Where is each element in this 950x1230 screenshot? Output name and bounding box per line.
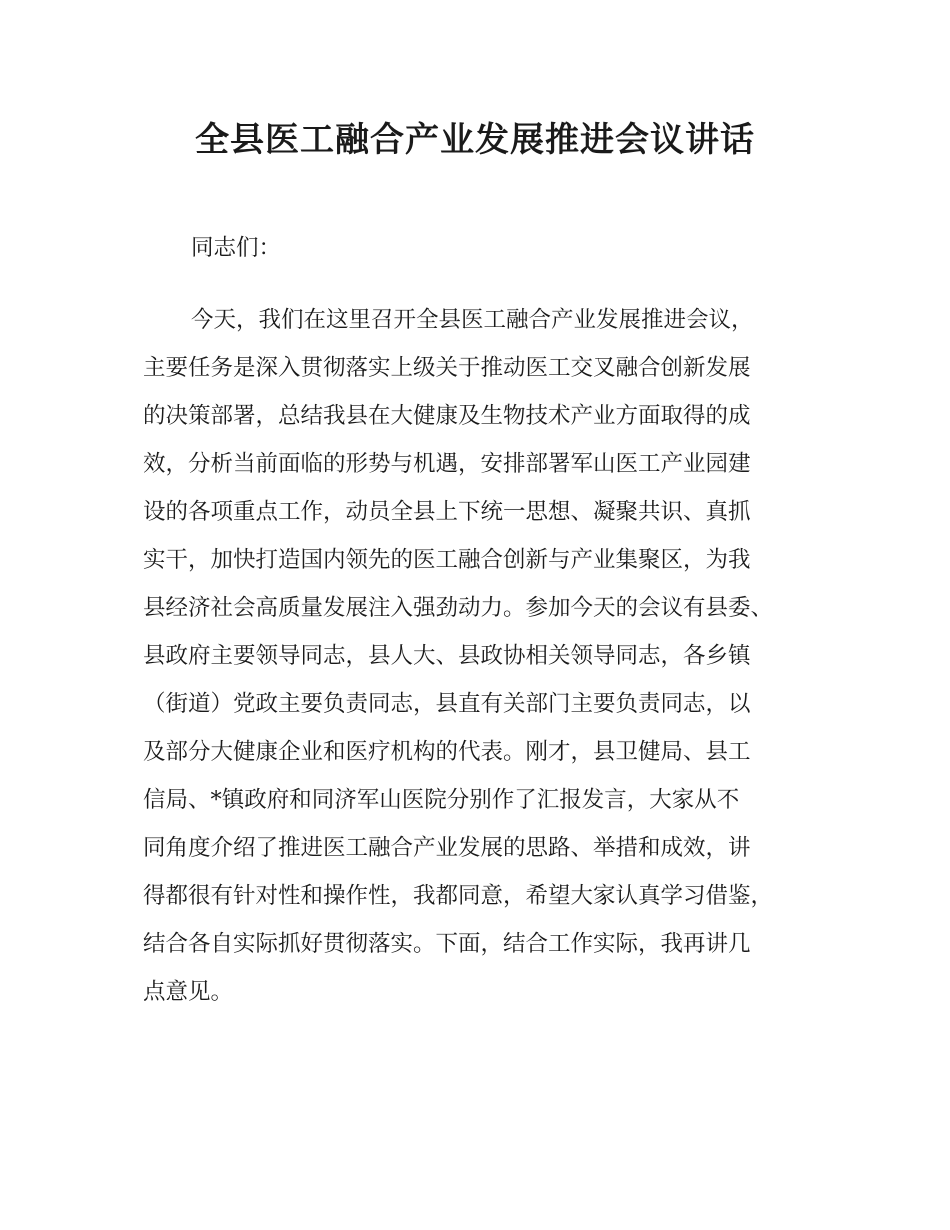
document-body [143, 224, 833, 1016]
paragraph-line: 信局、*镇政府和同济军山医院分别作了汇报发言，大家从不 [143, 787, 740, 813]
paragraph-line: 今天，我们在这里召开全县医工融合产业发展推进会议， [191, 307, 754, 333]
paragraph-gap [143, 272, 833, 296]
paragraph-line: 得都很有针对性和操作性，我都同意，希望大家认真学习借鉴， [143, 883, 774, 909]
paragraph-line: （街道）党政主要负责同志，县直有关部门主要负责同志，以 [143, 691, 751, 717]
paragraph-line: 主要任务是深入贯彻落实上级关于推动医工交叉融合创新发展 [143, 355, 751, 381]
paragraph-line: 设的各项重点工作，动员全县上下统一思想、凝聚共识、真抓 [143, 499, 751, 525]
paragraph-line: 实干，加快打造国内领先的医工融合创新与产业集聚区，为我 [143, 547, 751, 573]
document-title: 全县医工融合产业发展推进会议讲话 [195, 120, 755, 160]
paragraph-line: 点意见。 [143, 979, 234, 1005]
paragraph-line: 结合各自实际抓好贯彻落实。下面，结合工作实际，我再讲几 [143, 931, 751, 957]
paragraph-line: 县经济社会高质量发展注入强劲动力。参加今天的会议有县委、 [143, 595, 774, 621]
paragraph-line: 效，分析当前面临的形势与机遇，安排部署军山医工产业园建 [143, 451, 751, 477]
salutation: 同志们： [191, 235, 282, 261]
paragraph [143, 296, 833, 1016]
paragraph-line: 县政府主要领导同志，县人大、县政协相关领导同志，各乡镇 [143, 643, 751, 669]
paragraph-line: 及部分大健康企业和医疗机构的代表。刚才，县卫健局、县工 [143, 739, 751, 765]
paragraph-line: 同角度介绍了推进医工融合产业发展的思路、举措和成效，讲 [143, 835, 751, 861]
paragraph-line: 的决策部署，总结我县在大健康及生物技术产业方面取得的成 [143, 403, 751, 429]
